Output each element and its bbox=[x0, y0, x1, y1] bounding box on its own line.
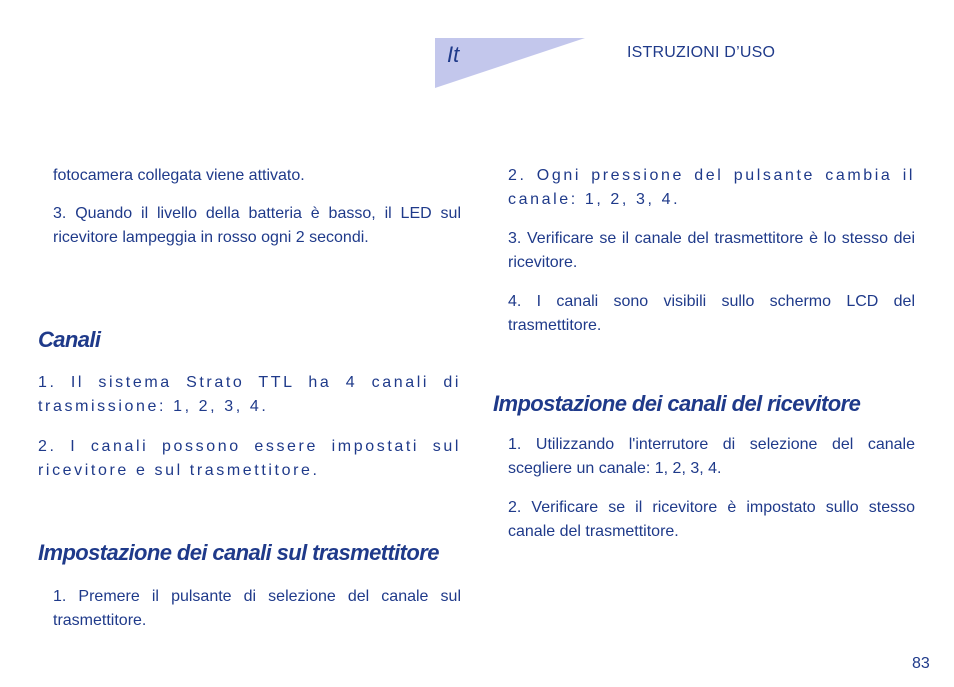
trasmettitore-heading: Impostazione dei canali sul trasmettitore bbox=[38, 540, 439, 565]
right-paragraph-1: 2. Ogni pressione del pulsante cambia il canale: 1, 2, 3, 4. bbox=[508, 167, 915, 208]
canali-paragraph-1: 1. Il sistema Strato TTL ha 4 canali di trasmissione: 1, 2, 3, 4. bbox=[38, 374, 461, 415]
canali-heading: Canali bbox=[38, 327, 101, 352]
ricevitore-paragraph-1: 1. Utilizzando l'interrutore di selezione del canale scegliere un canale: 1, 2, 3, 4. bbox=[508, 436, 915, 477]
language-code: It bbox=[447, 42, 460, 67]
header-title: ISTRUZIONI D’USO bbox=[627, 44, 776, 61]
canali-paragraph-2: 2. I canali possono essere impostati sul ricevitore e sul trasmettitore. bbox=[38, 438, 461, 479]
ricevitore-paragraph-2: 2. Verificare se il ricevitore è impostato sullo stesso canale del trasmettitore. bbox=[508, 499, 915, 540]
page-number: 83 bbox=[912, 655, 930, 672]
right-paragraph-2: 3. Verificare se il canale del trasmettitore è lo stesso dei ricevitore. bbox=[508, 230, 915, 271]
ricevitore-heading: Impostazione dei canali del ricevitore bbox=[493, 391, 861, 416]
right-paragraph-3: 4. I canali sono visibili sullo schermo LCD del trasmettitore. bbox=[508, 293, 915, 334]
intro-paragraph-2: 3. Quando il livello della batteria è basso, il LED sul ricevitore lampeggia in rosso ogni 2 secondi. bbox=[53, 205, 461, 246]
trasmettitore-paragraph-1: 1. Premere il pulsante di selezione del canale sul trasmettitore. bbox=[53, 588, 461, 629]
intro-paragraph-1: fotocamera collegata viene attivato. bbox=[53, 167, 305, 184]
